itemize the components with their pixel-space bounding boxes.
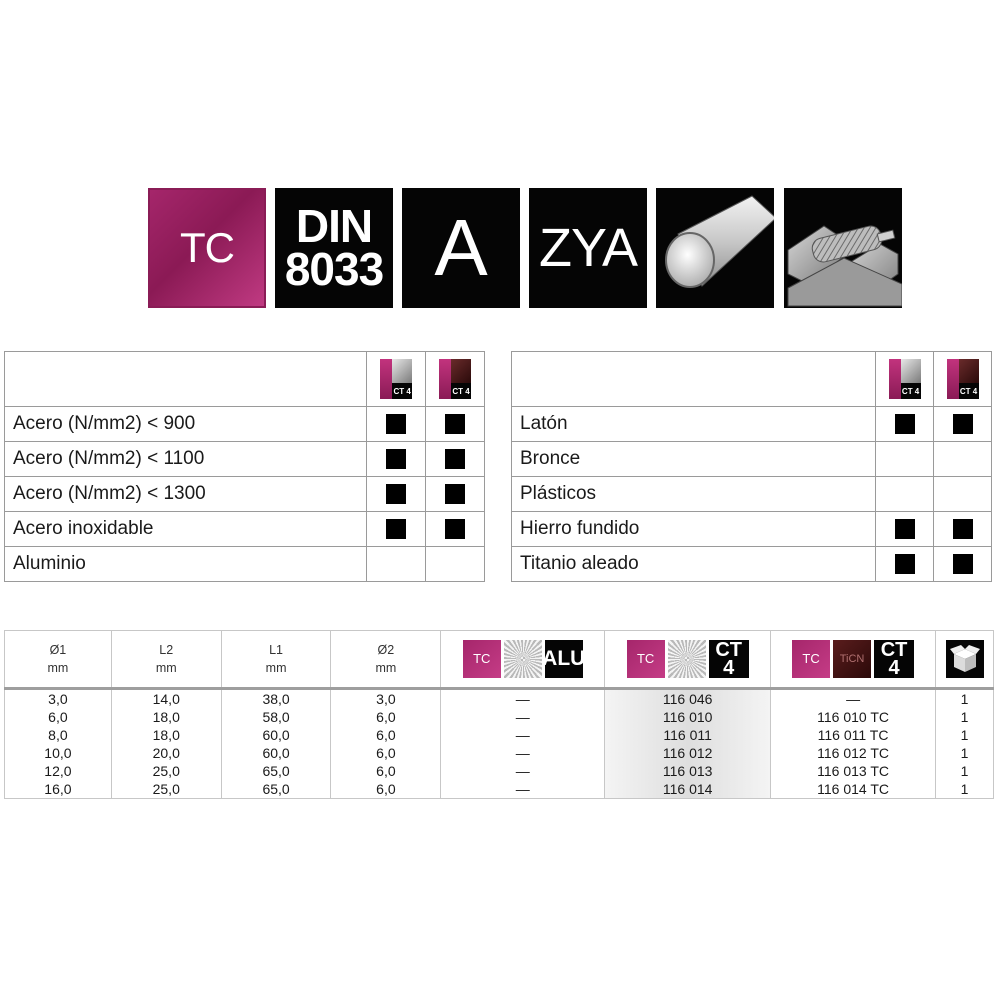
cell-qty: 1 — [936, 689, 994, 709]
suitability-cell — [876, 407, 934, 442]
tc-icon: TC — [792, 640, 830, 678]
cell-d2: 6,0 — [331, 726, 441, 744]
tc-badge-label: TC — [180, 224, 234, 271]
suitability-cell — [426, 442, 485, 477]
cell-qty: 1 — [936, 726, 994, 744]
material-row — [512, 407, 992, 442]
grade-ct4-silver-icon: CT 4 — [367, 352, 426, 407]
cell-ct4: 116 012 — [605, 744, 771, 762]
col-pack — [936, 631, 994, 689]
cell-l2: 18,0 — [111, 726, 221, 744]
material-name: Plásticos — [512, 477, 876, 512]
material-row — [512, 477, 992, 512]
material-name: Acero inoxidable — [5, 512, 367, 547]
shape-letter-badge — [402, 188, 520, 308]
grade-ct4-ticn-icon: CT 4 — [934, 352, 992, 407]
cell-ticn: 116 011 TC — [771, 726, 936, 744]
material-row — [5, 442, 485, 477]
suitability-cell — [426, 477, 485, 512]
box-icon — [946, 640, 984, 678]
material-name: Latón — [512, 407, 876, 442]
tc-icon: TC — [627, 640, 665, 678]
material-row — [512, 442, 992, 477]
suitability-cell — [367, 442, 426, 477]
tc-icon: TC — [463, 640, 501, 678]
cell-d1: 6,0 — [5, 708, 112, 726]
cell-alu: — — [441, 744, 605, 762]
alu-label: ALU — [545, 640, 583, 678]
suitability-cell — [426, 512, 485, 547]
suitability-cell — [367, 547, 426, 582]
cell-d1: 10,0 — [5, 744, 112, 762]
cell-alu: — — [441, 726, 605, 744]
cell-qty: 1 — [936, 780, 994, 799]
cell-d2: 6,0 — [331, 762, 441, 780]
grade-ct4-silver-icon: CT 4 — [876, 352, 934, 407]
cell-l1: 60,0 — [221, 744, 331, 762]
suitability-mark — [445, 484, 465, 504]
suitability-cell — [876, 512, 934, 547]
cell-d2: 6,0 — [331, 780, 441, 799]
col-l1: L1 mm — [221, 631, 331, 689]
grade-ct4-ticn-icon: CT 4 — [426, 352, 485, 407]
table-row — [5, 708, 994, 726]
cell-alu: — — [441, 708, 605, 726]
suitability-cell — [934, 547, 992, 582]
col-ct4 — [605, 631, 771, 689]
cell-l2: 14,0 — [111, 689, 221, 709]
ct4-label: CT 4 — [709, 640, 749, 678]
suitability-mark — [386, 449, 406, 469]
cell-ct4: 116 013 — [605, 762, 771, 780]
material-row — [512, 547, 992, 582]
ticn-coating-icon: TiCN — [833, 640, 871, 678]
suitability-cell — [876, 547, 934, 582]
suitability-cell — [934, 477, 992, 512]
suitability-cell — [367, 512, 426, 547]
material-name: Acero (N/mm2) < 900 — [5, 407, 367, 442]
material-name: Aluminio — [5, 547, 367, 582]
material-row — [512, 512, 992, 547]
suitability-cell — [876, 477, 934, 512]
suitability-mark — [386, 414, 406, 434]
article-header-row — [5, 631, 994, 689]
cell-d2: 6,0 — [331, 708, 441, 726]
materials-left-body — [5, 407, 485, 582]
suitability-cell — [934, 407, 992, 442]
cell-ticn: — — [771, 689, 936, 709]
cell-qty: 1 — [936, 744, 994, 762]
cell-l1: 65,0 — [221, 762, 331, 780]
cell-l2: 25,0 — [111, 780, 221, 799]
din-badge — [275, 188, 393, 308]
cell-ct4: 116 046 — [605, 689, 771, 709]
material-row — [5, 477, 485, 512]
material-name: Titanio aleado — [512, 547, 876, 582]
col-d1: Ø1 mm — [5, 631, 112, 689]
cell-l1: 58,0 — [221, 708, 331, 726]
suitability-cell — [934, 442, 992, 477]
cell-d1: 8,0 — [5, 726, 112, 744]
material-row — [5, 407, 485, 442]
silver-coating-icon — [668, 640, 706, 678]
cell-l1: 65,0 — [221, 780, 331, 799]
materials-table-right — [511, 351, 992, 582]
burr-in-vise-icon — [784, 188, 902, 308]
table-row — [5, 744, 994, 762]
cell-ticn: 116 013 TC — [771, 762, 936, 780]
suitability-mark — [386, 519, 406, 539]
col-d2: Ø2 mm — [331, 631, 441, 689]
cell-qty: 1 — [936, 708, 994, 726]
cylinder-icon — [656, 188, 774, 308]
materials-right-body — [512, 407, 992, 582]
materials-header-row — [5, 352, 485, 407]
table-row — [5, 762, 994, 780]
badge-row — [148, 188, 902, 308]
materials-header-row — [512, 352, 992, 407]
material-name: Acero (N/mm2) < 1100 — [5, 442, 367, 477]
cell-d1: 12,0 — [5, 762, 112, 780]
suitability-mark — [445, 414, 465, 434]
cell-l1: 38,0 — [221, 689, 331, 709]
suitability-mark — [953, 554, 973, 574]
suitability-mark — [386, 484, 406, 504]
cell-d2: 3,0 — [331, 689, 441, 709]
col-alu — [441, 631, 605, 689]
table-row — [5, 726, 994, 744]
cell-ct4: 116 010 — [605, 708, 771, 726]
suitability-cell — [367, 477, 426, 512]
suitability-mark — [895, 519, 915, 539]
cell-alu: — — [441, 762, 605, 780]
din-badge-line1: DIN — [295, 200, 373, 252]
suitability-mark — [445, 519, 465, 539]
material-name: Acero (N/mm2) < 1300 — [5, 477, 367, 512]
material-row — [5, 547, 485, 582]
suitability-cell — [426, 547, 485, 582]
cell-alu: — — [441, 780, 605, 799]
cut-badge — [529, 188, 647, 308]
suitability-cell — [876, 442, 934, 477]
suitability-cell — [367, 407, 426, 442]
material-name: Hierro fundido — [512, 512, 876, 547]
table-row — [5, 689, 994, 709]
col-ticn — [771, 631, 936, 689]
table-row — [5, 780, 994, 799]
cell-ticn: 116 010 TC — [771, 708, 936, 726]
cell-l1: 60,0 — [221, 726, 331, 744]
cut-label: ZYA — [538, 218, 637, 278]
cell-alu: — — [441, 689, 605, 709]
material-name: Bronce — [512, 442, 876, 477]
suitability-mark — [895, 554, 915, 574]
col-l2: L2 mm — [111, 631, 221, 689]
cell-ticn: 116 014 TC — [771, 780, 936, 799]
materials-table-left — [4, 351, 485, 582]
silver-coating-icon — [504, 640, 542, 678]
suitability-mark — [895, 414, 915, 434]
cell-qty: 1 — [936, 762, 994, 780]
cell-ticn: 116 012 TC — [771, 744, 936, 762]
suitability-mark — [953, 414, 973, 434]
suitability-mark — [953, 519, 973, 539]
header-empty-cell — [512, 352, 876, 407]
cell-d1: 16,0 — [5, 780, 112, 799]
material-row — [5, 512, 485, 547]
tc-badge — [148, 188, 266, 308]
cell-d2: 6,0 — [331, 744, 441, 762]
suitability-cell — [426, 407, 485, 442]
cell-l2: 20,0 — [111, 744, 221, 762]
cell-l2: 18,0 — [111, 708, 221, 726]
cell-ct4: 116 011 — [605, 726, 771, 744]
cell-l2: 25,0 — [111, 762, 221, 780]
suitability-mark — [445, 449, 465, 469]
cell-d1: 3,0 — [5, 689, 112, 709]
din-badge-line2: 8033 — [284, 243, 384, 295]
article-table — [4, 630, 994, 799]
suitability-cell — [934, 512, 992, 547]
article-body — [5, 689, 994, 799]
shape-letter: A — [434, 203, 488, 292]
header-empty-cell — [5, 352, 367, 407]
cell-ct4: 116 014 — [605, 780, 771, 799]
ct4-label: CT 4 — [874, 640, 914, 678]
